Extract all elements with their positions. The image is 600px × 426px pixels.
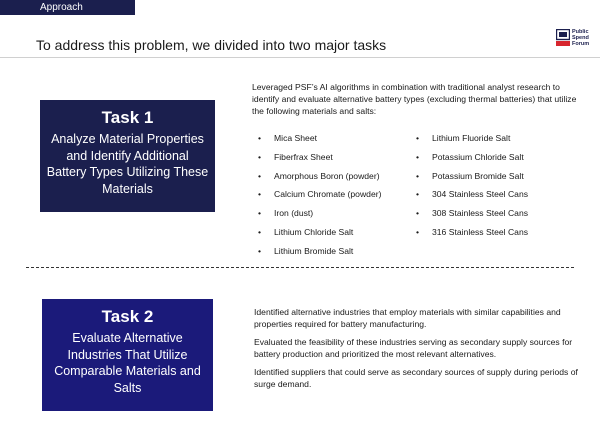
task-2-box [42, 299, 213, 411]
material-label: Calcium Chromate (powder) [274, 189, 382, 200]
list-item [416, 151, 528, 170]
list-item [258, 170, 381, 189]
logo-text [572, 29, 589, 47]
task-2-heading: Task 2 [101, 307, 154, 326]
list-item [416, 207, 528, 226]
dashed-divider [26, 267, 574, 268]
bullet-icon: • [416, 151, 420, 162]
logo-line: Forum [572, 41, 590, 47]
list-item [416, 188, 528, 207]
task-1-description: Analyze Material Properties and Identify Additional Battery Types Utilizing These Materials [46, 132, 209, 196]
list-item [416, 170, 528, 189]
bullet-icon: • [258, 208, 262, 219]
material-label: 308 Stainless Steel Cans [432, 208, 529, 219]
logo-line: Public [572, 29, 589, 35]
task-2-paragraph: Evaluated the feasibility of these industries serving as secondary supply sources for battery production and prioritized the most relevant alternatives. [254, 337, 573, 359]
bullet-icon: • [258, 245, 262, 256]
material-label: Potassium Chloride Salt [432, 151, 524, 162]
material-label: Amorphous Boron (powder) [274, 170, 380, 181]
task-2-paragraph: Identified suppliers that could serve as secondary sources of supply during periods of surge demand. [254, 367, 578, 389]
task-2-description: Evaluate Alternative Industries That Utilize Comparable Materials and Salts [54, 331, 201, 395]
bullet-icon: • [258, 151, 262, 162]
list-item [258, 245, 381, 264]
task-2-details [254, 306, 579, 396]
material-label: Lithium Fluoride Salt [432, 133, 511, 143]
logo-mark-icon [556, 29, 570, 46]
public-spend-forum-logo [556, 29, 596, 49]
bullet-icon: • [258, 226, 262, 237]
bullet-icon: • [258, 133, 262, 143]
list-item [258, 151, 381, 170]
list-item [258, 132, 381, 151]
task-1-intro: Leveraged PSF’s AI algorithms in combination with traditional analyst research to identify and evaluate alternative battery types (excluding thermal batteries) that utilize the following materials and salts: [252, 82, 577, 116]
bullet-icon: • [258, 189, 262, 200]
section-tab [0, 0, 135, 15]
bullet-icon: • [416, 189, 420, 200]
page-title: To address this problem, we divided into two major tasks [36, 37, 387, 53]
list-item [258, 188, 381, 207]
task-1-box [40, 100, 215, 212]
material-label: 304 Stainless Steel Cans [432, 189, 529, 200]
list-item [416, 132, 528, 151]
material-label: Mica Sheet [274, 133, 317, 143]
list-item [416, 226, 528, 245]
section-label: Approach [40, 2, 83, 13]
logo-line: Spend [572, 35, 589, 41]
list-item [258, 207, 381, 226]
bullet-icon: • [416, 208, 420, 219]
bullet-icon: • [416, 133, 420, 143]
material-label: Fiberfrax Sheet [274, 151, 333, 162]
task-2-paragraph: Identified alternative industries that employ materials with similar capabilities and properties required for battery manufacturing. [254, 307, 561, 329]
material-label: Potassium Bromide Salt [432, 170, 524, 181]
list-item [258, 226, 381, 245]
material-label: Lithium Bromide Salt [274, 245, 354, 256]
materials-list-left [258, 132, 381, 264]
material-label: Iron (dust) [274, 208, 314, 219]
materials-list-right [416, 132, 528, 245]
title-divider [0, 57, 600, 58]
material-label: 316 Stainless Steel Cans [432, 226, 529, 237]
material-label: Lithium Chloride Salt [274, 226, 354, 237]
task-1-heading: Task 1 [101, 108, 154, 127]
bullet-icon: • [258, 170, 262, 181]
bullet-icon: • [416, 170, 420, 181]
bullet-icon: • [416, 226, 420, 237]
